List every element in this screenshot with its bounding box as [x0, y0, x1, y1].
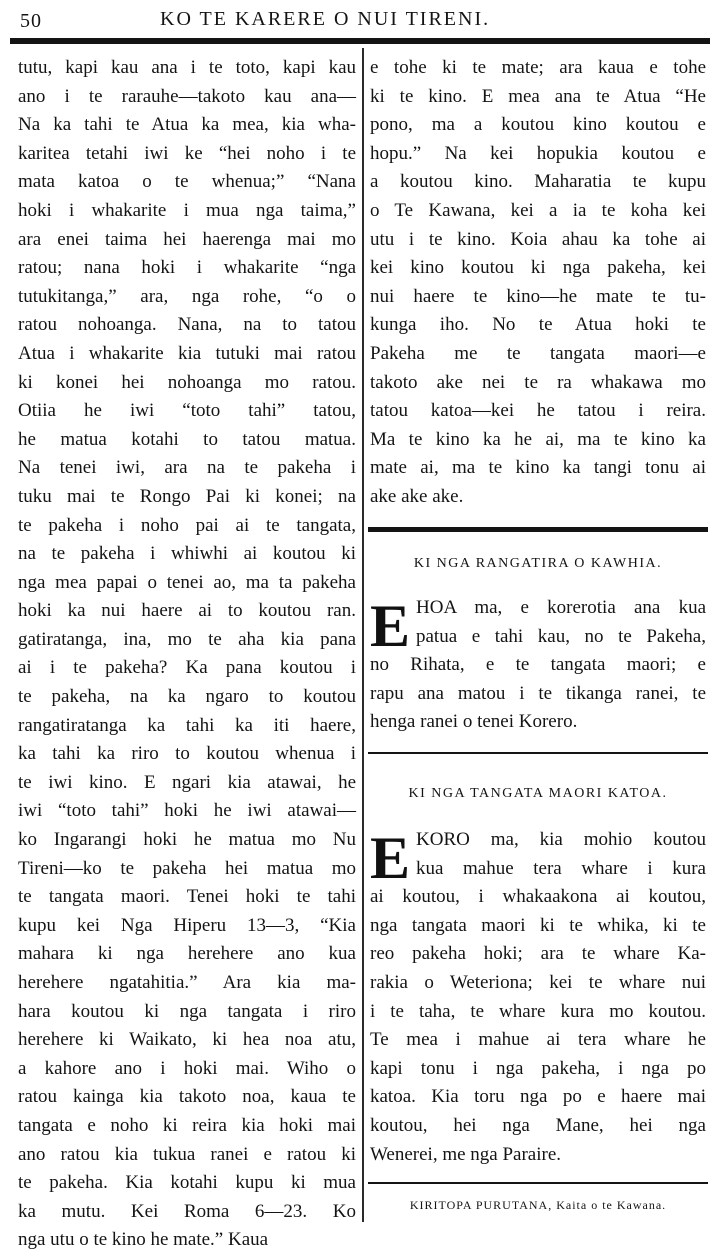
text-line: hara koutou ki nga tangata i riro [18, 1000, 356, 1022]
text-line: Wenerei, me nga Paraire. [370, 1143, 562, 1165]
text-line: Atua i whakarite kia tutuki mai ratou [18, 342, 356, 364]
text-line: kapi tonu i nga pakeha, i nga po [370, 1057, 706, 1079]
text-line: katoa. Kia toru nga po e haere mai [370, 1086, 706, 1108]
text-line: hoki ka nui haere ai to koutou ran. [18, 600, 356, 622]
text-line: Otiia he iwi “toto tahi” tatou, [18, 400, 356, 422]
section-body-kawhia [370, 594, 706, 737]
text-line: a kahore ano i hoki mai. Wiho o [18, 1057, 356, 1079]
masthead-title: KO TE KARERE O NUI TIRENI. [160, 8, 491, 30]
text-line: karitea tetahi iwi ke “hei noho i te [18, 142, 356, 164]
text-line: Na ka tahi te Atua ka mea, kia wha- [18, 114, 356, 136]
section-heading-maori: KI NGA TANGATA MAORI KATOA. [408, 786, 668, 801]
text-line: ai i te pakeha? Ka pana koutou i [18, 657, 356, 679]
text-line: gatiratanga, ina, mo te aha kia pana [18, 628, 356, 650]
text-line: ratou nohoanga. Nana, na to tatou [18, 314, 356, 336]
text-line: ake ake ake. [370, 485, 464, 507]
text-line: te tangata maori. Tenei hoki te tahi [18, 886, 356, 908]
text-line: kua mahue tera whare i kura [416, 857, 706, 879]
text-line: rangatiratanga ka tahi ka iti haere, [18, 714, 356, 736]
text-line: i te taha, te whare kura mo koutou. [370, 1000, 706, 1022]
text-line: herehere ngatahitia.” Ara kia ma- [18, 972, 356, 993]
text-line: he matua kotahi to tatou matua. [18, 428, 356, 450]
text-line: ai koutou, i whakaakona ai koutou, [370, 886, 706, 908]
text-line: ratou kainga kia takoto noa, kaua te [18, 1086, 356, 1108]
text-line: reo pakeha hoki; ara te whare Ka- [370, 943, 706, 965]
text-line: na te pakeha i whiwhi ai koutou ki [18, 543, 356, 565]
right-column-continuation [370, 54, 706, 512]
signature-line: KIRITOPA PURUTANA, Kaita o te Kawana. [409, 1198, 667, 1212]
text-line: e tohe ki te mate; ara kaua e tohe [370, 57, 706, 78]
text-line: mahara ki nga herehere ano kua [18, 943, 356, 965]
drop-cap-letter: E [370, 825, 411, 891]
text-line: koutou, hei nga Mane, hei nga [370, 1114, 706, 1136]
text-line: KORO ma, kia mohio koutou [416, 829, 706, 850]
section-rule [368, 752, 708, 754]
header-rule [10, 38, 710, 44]
text-line: Na tenei iwi, ara na te pakeha i [18, 457, 356, 479]
text-line: te pakeha. Kia kotahi kupu ki mua [18, 1172, 356, 1194]
text-line: mata katoa o te whenua;” “Nana [18, 171, 356, 193]
text-line: ka tahi ka riro to koutou whenua i [18, 743, 356, 765]
section-body-maori [370, 826, 706, 1169]
text-line: ratou; nana hoki i whakarite “nga [18, 257, 356, 279]
signature-rule [368, 1182, 708, 1184]
text-line: nui haere te kino—he mate te tu- [370, 285, 706, 307]
text-line: tutu, kapi kau ana i te toto, kapi kau [18, 57, 356, 78]
text-line: utu i te kino. Koia ahau ka tohe ai [370, 228, 706, 250]
text-line: te iwi kino. E ngari kia atawai, he [18, 771, 356, 793]
text-line: o Te Kawana, kei a ia te koha kei [370, 199, 706, 221]
text-line: kupu kei Nga Hiperu 13—3, “Kia [18, 914, 356, 936]
text-line: herehere ki Waikato, ki hea noa atu, [18, 1029, 356, 1051]
text-line: Tireni—ko te pakeha hei matua mo [18, 857, 356, 879]
text-line: tatou katoa—kei he tatou i reira. [370, 400, 706, 422]
text-line: ano ratou kia tukua ranei e ratou ki [18, 1143, 356, 1165]
text-line: kunga iho. No te Atua hoki te [370, 314, 706, 336]
text-line: Pakeha me te tangata maori—e [370, 342, 706, 364]
page-number: 50 [20, 10, 42, 32]
text-line: pono, ma a koutou kino koutou e [370, 114, 706, 136]
text-line: tangata e noho ki reira kia hoki mai [18, 1114, 356, 1136]
text-line: Ma te kino ka he ai, ma te kino ka [370, 428, 706, 450]
text-line: te pakeha, na ka ngaro to koutou [18, 686, 356, 708]
text-line: kei kino koutou ki nga pakeha, kei [370, 257, 706, 279]
text-line: Te mea i mahue ai tera whare he [370, 1029, 706, 1051]
section-heading-kawhia: KI NGA RANGATIRA O KAWHIA. [413, 556, 663, 571]
text-line: tutukitanga,” ara, nga rohe, “o o [18, 285, 356, 307]
text-line: nga mea papai o tenei ao, ma ta pakeha [18, 571, 356, 593]
text-line: nga tangata maori ki te whika, ki te [370, 914, 706, 936]
text-line: ano i te rarauhe—takoto kau ana— [18, 85, 356, 107]
text-line: te pakeha i noho pai ai te tangata, [18, 514, 356, 536]
text-line: hopu.” Na kei hopukia koutou e [370, 142, 706, 164]
text-line: ki te kino. E mea ana te Atua “He [370, 85, 706, 107]
text-line: mate ai, ma te kino ka tangi tonu ai [370, 457, 706, 479]
text-line: henga ranei o tenei Korero. [370, 711, 578, 733]
text-line: a koutou kino. Maharatia te kupu [370, 171, 706, 193]
text-line: rapu ana matou i te tikanga ranei, te [370, 682, 706, 704]
text-line: ara enei taima hei haerenga mai mo [18, 228, 356, 250]
text-line: HOA ma, e korerotia ana kua [416, 597, 706, 618]
text-line: ko Ingarangi hoki he matua mo Nu [18, 829, 356, 851]
section-rule [368, 527, 708, 532]
text-line: no Rihata, e te tangata maori; e [370, 654, 706, 676]
text-line: ki konei hei nohoanga mo ratou. [18, 371, 356, 393]
text-line: nga utu o te kino he mate.” Kaua [18, 1229, 269, 1251]
text-line: patua e tahi kau, no te Pakeha, [416, 625, 706, 647]
page-header [0, 0, 715, 30]
text-line: iwi “toto tahi” hoki he iwi atawai— [18, 800, 356, 822]
drop-cap-letter: E [370, 593, 411, 659]
column-divider [362, 48, 364, 1222]
text-line: tuku mai te Rongo Pai ki konei; na [18, 485, 356, 507]
left-column [18, 54, 356, 1255]
text-line: rakia o Weteriona; kei te whare nui [370, 971, 706, 993]
text-line: ka mutu. Kei Roma 6—23. Ko [18, 1200, 356, 1222]
text-line: hoki i whakarite i mua nga taima,” [18, 199, 356, 221]
text-line: takoto ake nei te ra whakawa mo [370, 371, 706, 393]
